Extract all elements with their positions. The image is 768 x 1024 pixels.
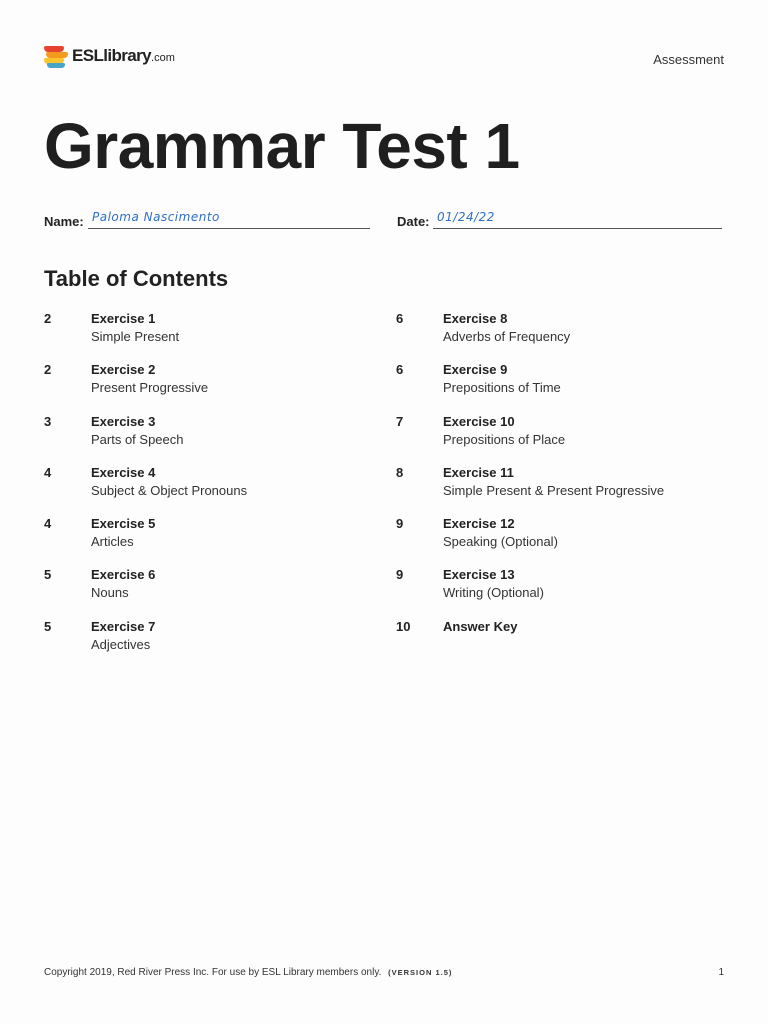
toc-page-number: 5	[44, 618, 52, 634]
toc-page-number: 6	[396, 311, 404, 326]
toc-item	[396, 361, 726, 412]
toc-item	[44, 413, 374, 464]
toc-page-number: 8	[396, 464, 404, 480]
name-line[interactable]	[88, 208, 370, 229]
toc-exercise-name: Exercise 12	[443, 516, 515, 532]
version-label: (VERSION 1.5)	[388, 968, 453, 977]
toc-exercise-topic: Simple Present	[91, 329, 180, 344]
toc-exercise-name: Exercise 2	[91, 362, 156, 378]
toc-exercise-name: Exercise 5	[91, 516, 156, 532]
toc-heading: Table of Contents	[44, 266, 229, 291]
toc-page-number: 9	[396, 516, 404, 532]
stacked-books-icon	[44, 44, 70, 68]
toc-page-number: 2	[44, 362, 52, 378]
toc-exercise-topic: Adjectives	[91, 636, 151, 652]
date-field[interactable]	[397, 205, 722, 229]
copyright-text: Copyright 2019, Red River Press Inc. For use by ESL Library members only.	[44, 967, 382, 978]
page-title: Grammar Test 1	[44, 110, 520, 182]
toc-exercise-topic: Simple Present & Present Progressive	[443, 482, 665, 498]
toc-exercise-name: Exercise 11	[443, 464, 514, 480]
section-label: Assessment	[653, 52, 724, 67]
logo-wordmark: ESLlibrary.com	[72, 46, 175, 65]
toc-item	[44, 464, 374, 515]
date-value: 01/24/22	[437, 210, 495, 224]
toc-column-right	[396, 310, 726, 669]
page-number: 1	[718, 967, 724, 978]
toc-exercise-topic: Prepositions of Time	[443, 380, 561, 396]
toc-exercise-topic: Writing (Optional)	[443, 585, 544, 601]
toc-exercise-name: Exercise 8	[443, 311, 508, 326]
toc-exercise-topic: Adverbs of Frequency	[443, 329, 571, 344]
toc-exercise-topic: Articles	[91, 534, 134, 550]
toc-exercise-name: Exercise 13	[443, 567, 515, 583]
name-value: Paloma Nascimento	[92, 210, 220, 224]
toc-item	[396, 310, 726, 361]
toc-page-number: 3	[44, 413, 52, 429]
toc-page-number: 4	[44, 464, 52, 480]
toc-exercise-name: Exercise 6	[91, 567, 156, 583]
toc-exercise-name: Exercise 10	[443, 413, 515, 429]
toc-exercise-topic: Present Progressive	[91, 380, 209, 396]
date-line[interactable]	[433, 208, 722, 229]
toc-item	[44, 618, 374, 669]
toc-page-number: 9	[396, 567, 404, 583]
toc-exercise-topic: Nouns	[91, 585, 129, 601]
toc-item	[44, 361, 374, 412]
name-label: Name:	[44, 214, 84, 229]
date-label: Date:	[397, 214, 430, 229]
toc-page-number: 5	[44, 567, 52, 583]
toc-exercise-topic: Subject & Object Pronouns	[91, 482, 248, 498]
toc-item	[396, 566, 726, 617]
toc-exercise-topic: Parts of Speech	[91, 431, 184, 447]
toc-column-left	[44, 310, 374, 669]
toc-item	[44, 566, 374, 617]
toc-exercise-topic: Speaking (Optional)	[443, 534, 558, 550]
toc-page-number: 10	[396, 618, 411, 634]
toc-page-number: 2	[44, 311, 52, 326]
toc-exercise-name: Exercise 9	[443, 362, 508, 378]
toc-item	[44, 310, 374, 361]
toc-page-number: 4	[44, 516, 52, 532]
toc-item	[396, 464, 726, 515]
toc-item	[396, 413, 726, 464]
toc-item	[396, 618, 726, 669]
toc-exercise-topic: Prepositions of Place	[443, 431, 566, 447]
toc-exercise-name: Exercise 7	[91, 618, 156, 634]
page-footer	[44, 967, 724, 978]
toc-exercise-name: Exercise 1	[91, 311, 156, 326]
esl-library-logo	[44, 44, 175, 68]
toc-page-number: 6	[396, 362, 404, 378]
toc-item	[396, 515, 726, 566]
toc-exercise-name: Exercise 3	[91, 413, 156, 429]
toc-answer-key: Answer Key	[443, 618, 518, 634]
name-field[interactable]	[44, 205, 370, 229]
toc-item	[44, 515, 374, 566]
toc-exercise-name: Exercise 4	[91, 464, 156, 480]
toc-page-number: 7	[396, 413, 404, 429]
page-header	[44, 44, 724, 74]
